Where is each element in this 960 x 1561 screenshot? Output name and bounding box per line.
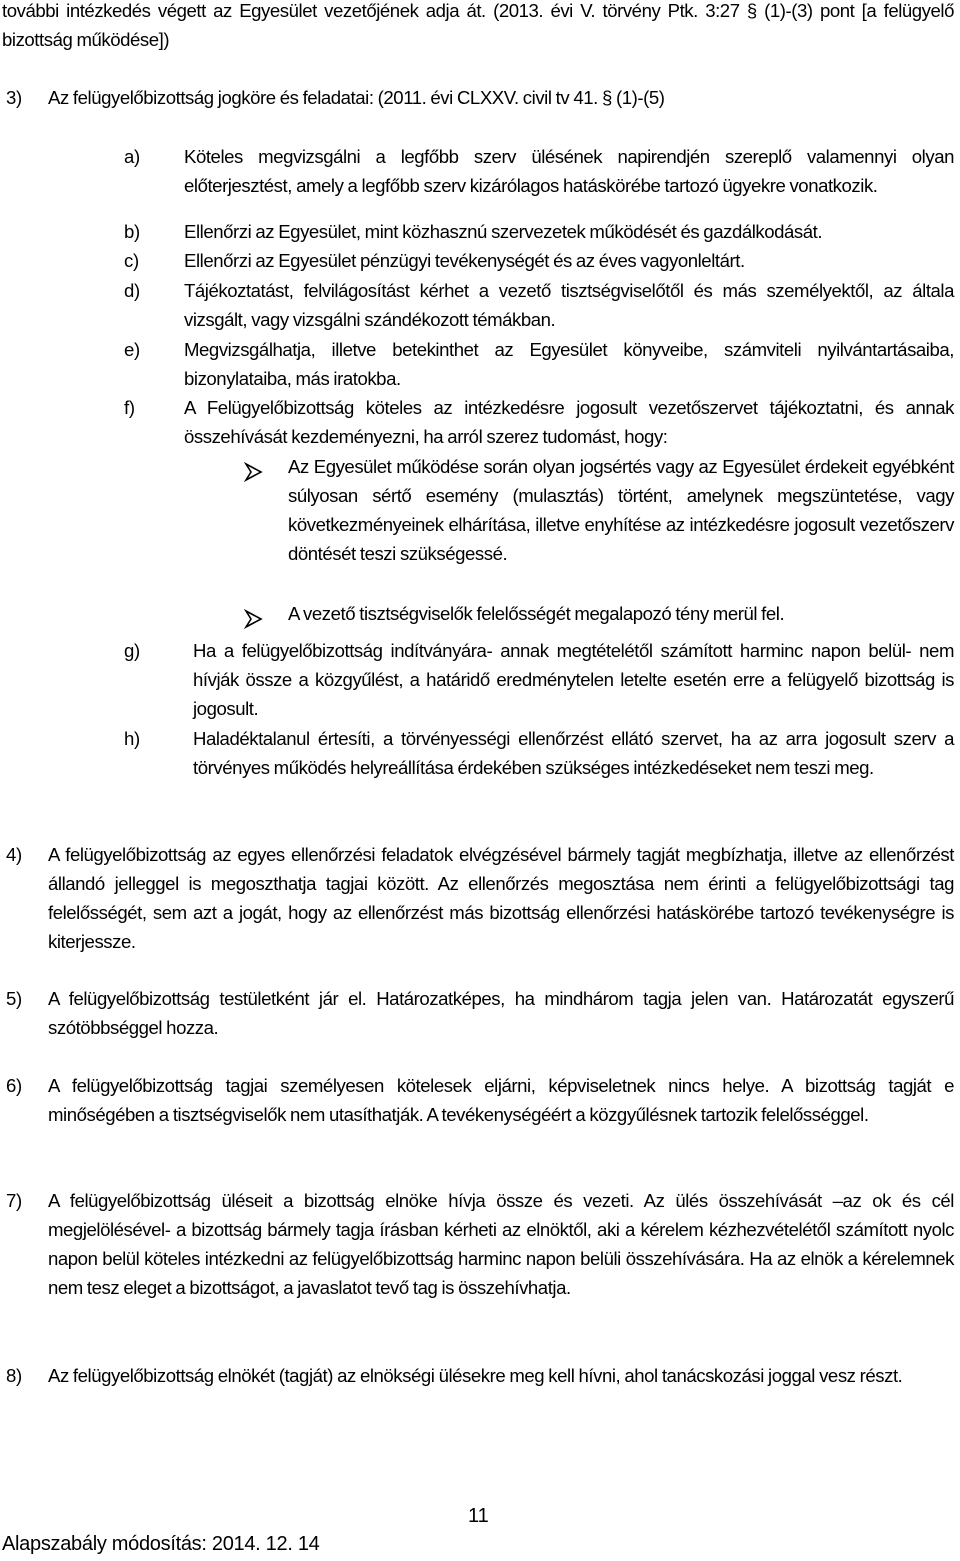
item-c-text: Ellenőrzi az Egyesület pénzügyi tevékenységét és az éves vagyonleltárt. [184, 250, 745, 271]
section-3-number: 3) [6, 87, 22, 108]
bullet-1-text: Az Egyesület működése során olyan jogsértés vagy az Egyesület érdekeit egyébként súlyosan sértő esemény (mulasztás) történt, amelynek megszüntetése, vagy következményeinek elhárítása, illetve enyhítése az intézkedésre jogosult vezetőszerv döntését teszi szükségessé. [288, 456, 954, 564]
bullet-2-text: A vezető tisztségviselők felelősségét megalapozó tény merül fel. [288, 603, 785, 624]
section-5-number: 5) [6, 988, 22, 1009]
page-number: 11 [468, 1505, 489, 1527]
section-7-text: A felügyelőbizottság üléseit a bizottság elnöke hívja össze és vezeti. Az ülés összehívását –az ok és cél megjelölésével- a bizottság bármely tagja írásban kérheti az elnöktől, aki a kérelem kézhezvételétől számított nyolc napon belül köteles intézkedni az felügyelőbizottság harminc napon belüli összehívására. Ha az elnök a kérelemnek nem tesz eleget a bizottságot, a javaslatot tevő tag is összehívhatja. [48, 1190, 954, 1298]
item-d-label: d) [124, 280, 140, 301]
item-c-label: c) [124, 250, 139, 271]
item-a-label: a) [124, 146, 140, 167]
footer-text: Alapszabály módosítás: 2014. 12. 14 [2, 1533, 320, 1555]
section-6-number: 6) [6, 1075, 22, 1096]
section-7-number: 7) [6, 1190, 22, 1211]
item-e-label: e) [124, 339, 140, 360]
section-4-text: A felügyelőbizottság az egyes ellenőrzési feladatok elvégzésével bármely tagját megbízhatja, illetve az ellenőrzést állandó jelleggel is megoszthatja tagjai között. Az ellenőrzés megosztása nem érinti a felügyelőbizottsági tag felelősségét, sem azt a jogát, hogy az ellenőrzést más bizottság ellenőrzési hatáskörébe tartozó tevékenységre is kiterjessze. [48, 844, 954, 952]
item-d-text: Tájékoztatást, felvilágosítást kérhet a vezető tisztségviselőtől és más személyektől, az általa vizsgált, vagy vizsgálni szándékozott témákban. [184, 280, 954, 330]
arrow-bullet-icon [244, 462, 264, 482]
section-4-number: 4) [6, 844, 22, 865]
section-6-text: A felügyelőbizottság tagjai személyesen kötelesek eljárni, képviseletnek nincs helye. A bizottság tagját e minőségében a tisztségviselők nem utasíthatják. A tevékenységéért a közgyűlésnek tartozik felelősséggel. [48, 1075, 954, 1125]
item-e-text: Megvizsgálhatja, illetve betekinthet az Egyesület könyveibe, számviteli nyilvántartásaiba, bizonylataiba, más iratokba. [184, 339, 954, 389]
item-h-text: Haladéktalanul értesíti, a törvényességi ellenőrzést ellátó szervet, ha az arra jogosult szerv a törvényes működés helyreállítása érdekében szükséges intézkedéseket nem teszi meg. [193, 728, 954, 778]
item-g-text: Ha a felügyelőbizottság indítványára- annak megtételétől számított harminc napon belül- nem hívják össze a közgyűlést, a határidő eredménytelen letelte esetén erre a felügyelő bizottság is jogosult. [193, 640, 954, 719]
item-h-label: h) [124, 728, 140, 749]
item-b-text: Ellenőrzi az Egyesület, mint közhasznú szervezetek működését és gazdálkodását. [184, 221, 823, 242]
item-g-label: g) [124, 640, 140, 661]
item-a-text: Köteles megvizsgálni a legfőbb szerv ülésének napirendjén szereplő valamennyi olyan előterjesztést, amely a legfőbb szerv kizárólagos hatáskörébe tartozó ügyekre vonatkozik. [184, 146, 954, 196]
arrow-bullet-icon [244, 609, 264, 629]
item-f-text: A Felügyelőbizottság köteles az intézkedésre jogosult vezetőszervet tájékoztatni, és annak összehívását kezdeményezni, ha arról szerez tudomást, hogy: [184, 397, 954, 447]
section-5-text: A felügyelőbizottság testületként jár el. Határozatképes, ha mindhárom tagja jelen van. Határozatát egyszerű szótöbbséggel hozza. [48, 988, 954, 1038]
section-8-number: 8) [6, 1365, 22, 1386]
item-f-label: f) [124, 397, 135, 418]
item-b-label: b) [124, 221, 140, 242]
section-8-text: Az felügyelőbizottság elnökét (tagját) az elnökségi ülésekre meg kell hívni, ahol tanácskozási joggal vesz részt. [48, 1365, 903, 1386]
continuation-paragraph: további intézkedés végett az Egyesület vezetőjének adja át. (2013. évi V. törvény Ptk. 3:27 § (1)-(3) pont [a felügyelő bizottság működése]) [2, 0, 954, 50]
section-3-heading: Az felügyelőbizottság jogköre és feladatai: (2011. évi CLXXV. civil tv 41. § (1)-(5) [48, 87, 665, 108]
